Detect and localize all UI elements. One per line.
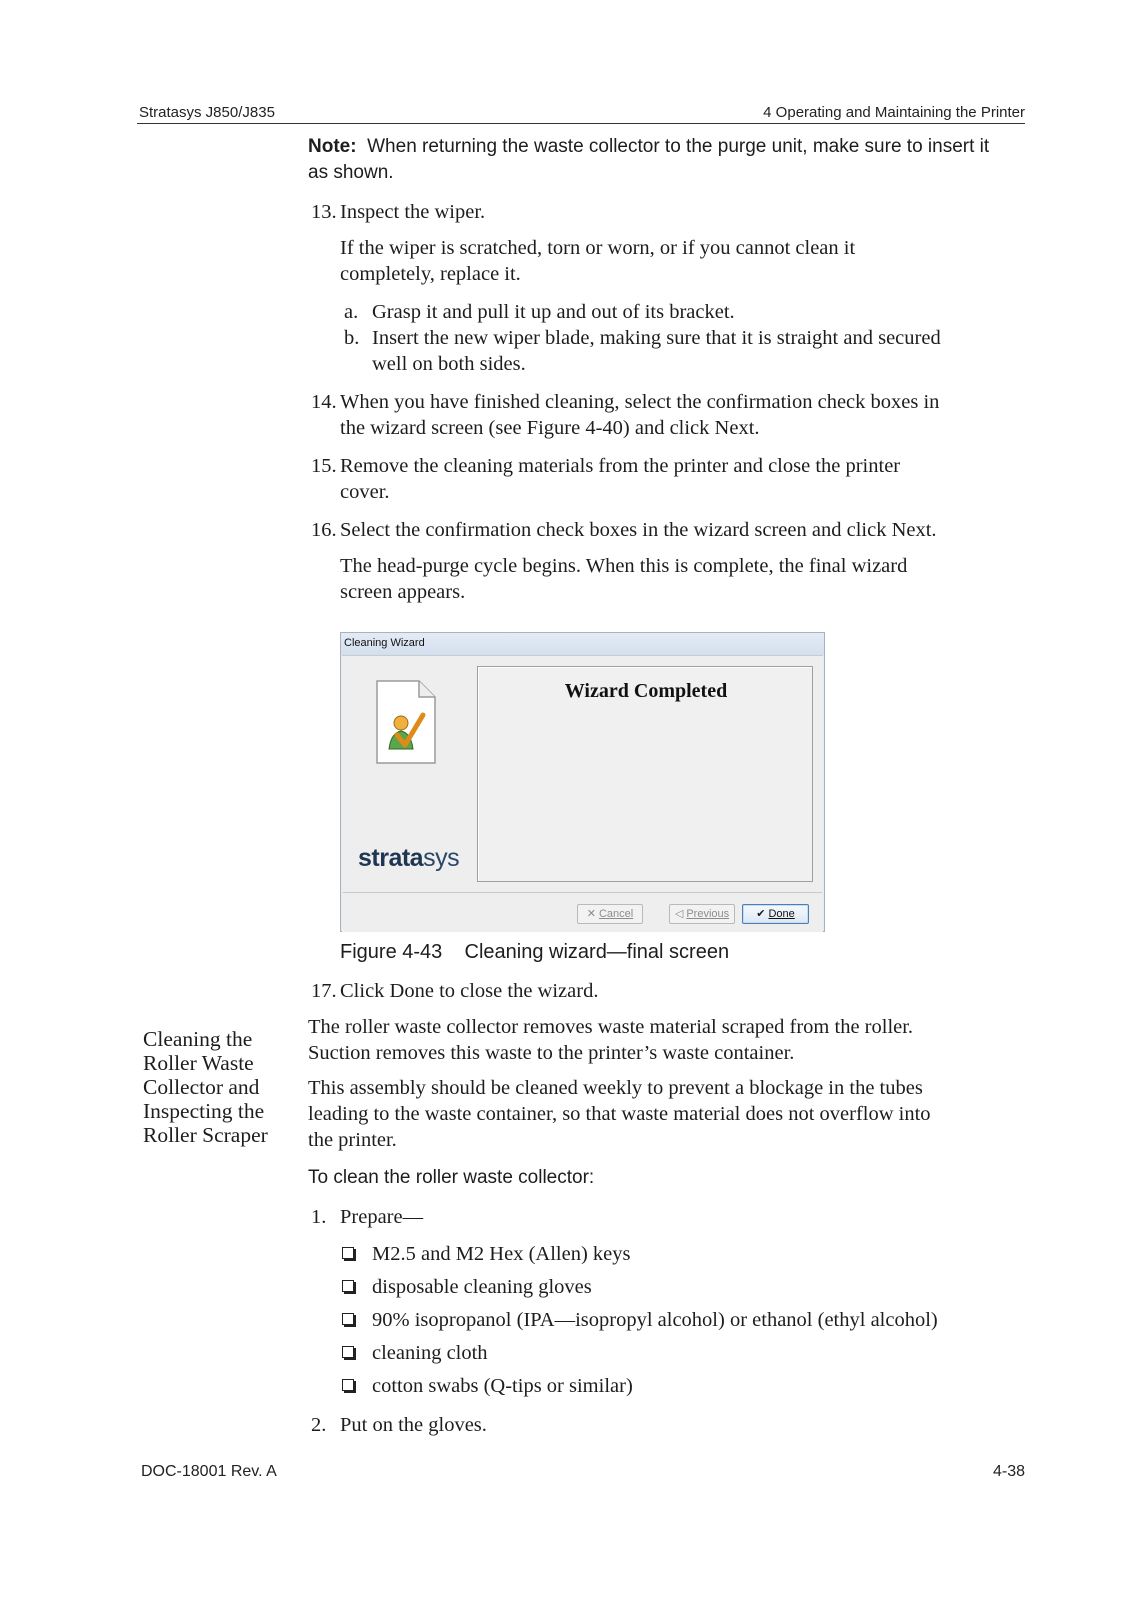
step-13b-line2: well on both sides.: [372, 353, 526, 375]
proc-step-2-text: Put on the gloves.: [340, 1414, 487, 1436]
note-text-cont: as shown.: [308, 162, 394, 183]
cleaning-wizard-window: [340, 632, 825, 932]
proc-step-2-number: 2.: [311, 1414, 327, 1436]
bullet-box-icon: [342, 1313, 354, 1325]
step-16-line1: Select the confirmation check boxes in the wizard screen and click Next.: [340, 519, 937, 541]
bullet-box-icon: [342, 1379, 354, 1391]
step-15-line1: Remove the cleaning materials from the printer and close the printer: [340, 455, 901, 477]
step-13a-label: a.: [344, 301, 359, 323]
procedure-intro: To clean the roller waste collector:: [308, 1167, 595, 1188]
step-13-para-line1: If the wiper is scratched, torn or worn, or if you cannot clean it: [340, 237, 856, 259]
step-13a-text: Grasp it and pull it up and out of its bracket.: [372, 301, 735, 323]
step-14-number: 14.: [311, 391, 337, 413]
section-heading-line: Roller Waste: [143, 1051, 254, 1075]
note: [308, 134, 989, 186]
step-16-number: 16.: [311, 519, 337, 541]
checkmark-icon: ✔: [756, 908, 766, 920]
supply-item: cotton swabs (Q-tips or similar): [372, 1375, 633, 1397]
wizard-heading: Wizard Completed: [564, 680, 728, 702]
step-16-para-line1: The head-purge cycle begins. When this is complete, the final wizard: [340, 555, 908, 577]
proc-step-1-number: 1.: [311, 1206, 327, 1228]
wizard-complete-icon: [375, 679, 437, 765]
section-para2-line1: This assembly should be cleaned weekly to prevent a blockage in the tubes: [308, 1077, 923, 1099]
figure-caption: [340, 941, 729, 964]
section-para2-line2: leading to the waste container, so that waste material does not overflow into: [308, 1103, 931, 1125]
header-chapter-title: 4 Operating and Maintaining the Printer: [763, 104, 1025, 121]
note-label: Note:: [308, 136, 357, 157]
wizard-content-panel: [477, 666, 813, 882]
cancel-icon: ✕: [586, 908, 596, 920]
wizard-separator: [343, 892, 822, 893]
figure-number: Figure 4-43: [340, 941, 443, 963]
section-heading-line: Roller Scraper: [143, 1123, 268, 1147]
footer-doc-number: DOC-18001 Rev. A: [141, 1463, 277, 1480]
step-14-line2: the wizard screen (see Figure 4-40) and click Next.: [340, 417, 760, 439]
logo-thin-part: sys: [423, 844, 460, 872]
bullet-box-icon: [342, 1280, 354, 1292]
step-13-para-line2: completely, replace it.: [340, 263, 521, 285]
done-button[interactable]: [742, 904, 809, 924]
wizard-title-bar: Cleaning Wizard: [341, 633, 824, 655]
header-rule: [137, 123, 1025, 124]
step-13b-line1: Insert the new wiper blade, making sure that it is straight and secured: [372, 327, 941, 349]
footer-page-number: 4-38: [992, 1463, 1025, 1480]
bullet-box-icon: [342, 1346, 354, 1358]
step-16-para-line2: screen appears.: [340, 581, 466, 603]
supply-item: 90% isopropanol (IPA—isopropyl alcohol) or ethanol (ethyl alcohol): [372, 1309, 938, 1331]
note-text: When returning the waste collector to the purge unit, make sure to insert it: [367, 136, 990, 157]
step-15-number: 15.: [311, 455, 337, 477]
cancel-button-label: Cancel: [598, 908, 634, 920]
supply-item: cleaning cloth: [372, 1342, 488, 1364]
supply-item: M2.5 and M2 Hex (Allen) keys: [372, 1243, 631, 1265]
step-13-number: 13.: [311, 201, 337, 223]
step-17-number: 17.: [311, 980, 337, 1002]
previous-icon: ◁: [674, 908, 684, 920]
cancel-button[interactable]: [577, 904, 643, 924]
bullet-box-icon: [342, 1247, 354, 1259]
section-para1-line2: Suction removes this waste to the printer’s waste container.: [308, 1042, 795, 1064]
previous-button-label: Previous: [686, 908, 730, 920]
previous-button[interactable]: [669, 904, 735, 924]
step-13-text: Inspect the wiper.: [340, 201, 486, 223]
section-heading: [143, 1027, 268, 1147]
step-17-text: Click Done to close the wizard.: [340, 980, 599, 1002]
section-heading-line: Cleaning the: [143, 1027, 253, 1051]
figure-caption-text: Cleaning wizard—final screen: [464, 941, 730, 963]
supply-item: disposable cleaning gloves: [372, 1276, 592, 1298]
wizard-body: [342, 655, 823, 932]
step-15-line2: cover.: [340, 481, 390, 503]
section-para1-line1: The roller waste collector removes waste material scraped from the roller.: [308, 1016, 914, 1038]
section-para2-line3: the printer.: [308, 1129, 397, 1151]
step-13b-label: b.: [344, 327, 360, 349]
header-doc-title: Stratasys J850/J835: [139, 104, 275, 121]
step-14-line1: When you have finished cleaning, select the confirmation check boxes in: [340, 391, 940, 413]
logo-bold-part: strata: [358, 844, 424, 872]
section-heading-line: Collector and: [143, 1075, 260, 1099]
stratasys-logo: [358, 844, 459, 873]
proc-step-1-text: Prepare—: [340, 1206, 424, 1228]
done-button-label: Done: [768, 908, 795, 920]
section-heading-line: Inspecting the: [143, 1099, 265, 1123]
